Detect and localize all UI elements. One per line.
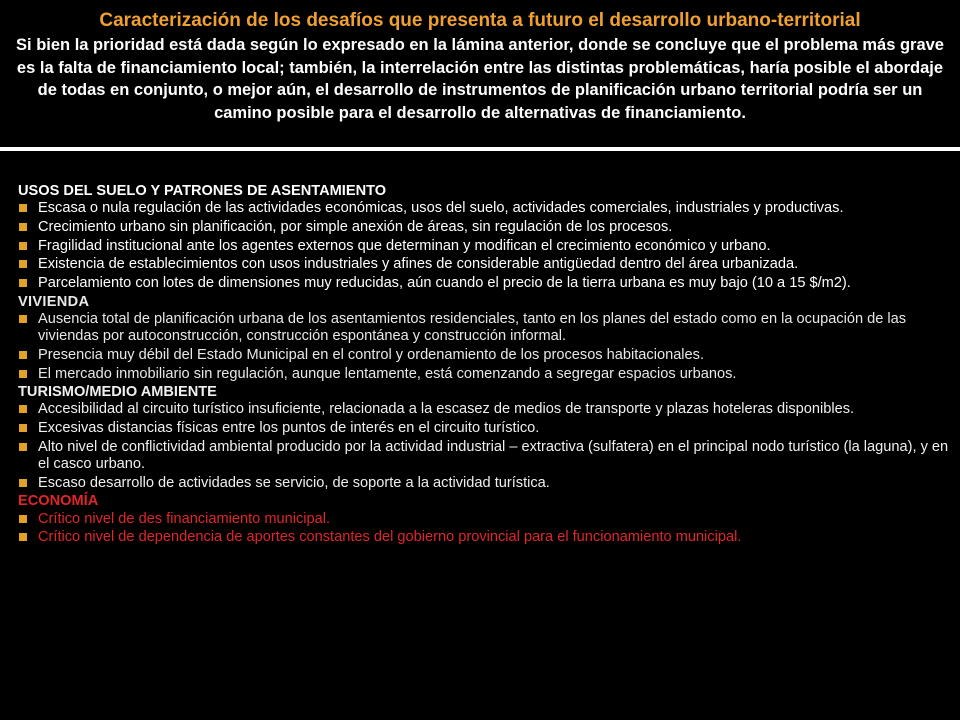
list-item-text: Presencia muy débil del Estado Municipal en el control y ordenamiento de los procesos habitacionales. [38,346,705,363]
list-item-text: Fragilidad institucional ante los agentes externos que determinan y modifican el crecimiento económico y urbano. [38,237,771,254]
section-heading: ECONOMÍA [18,493,99,510]
list-item-text: Ausencia total de planificación urbana de los asentamientos residenciales, tanto en los planes del estado como en la ocupación de las viviendas por autoconstrucción, construcción espontánea y construcción informal. [38,310,907,345]
square-bullet-icon [19,405,27,413]
list-item-text: Crítico nivel de des financiamiento municipal. [38,510,331,527]
slide-content [18,183,956,548]
list-item-text: Crecimiento urbano sin planificación, por simple anexión de áreas, sin regulación de los procesos. [38,218,673,235]
square-bullet-icon [19,370,27,378]
list-item [18,420,956,437]
list-item-text: Accesibilidad al circuito turístico insuficiente, relacionada a la escasez de medios de transporte y plazas hoteleras disponibles. [38,401,855,418]
list-item-text: Excesivas distancias físicas entre los puntos de interés en el circuito turístico. [38,420,540,437]
section-economia [18,493,956,546]
list-item-text: Parcelamiento con lotes de dimensiones muy reducidas, aún cuando el precio de la tierra urbana es muy bajo (10 a 15 $/m2). [38,275,851,292]
square-bullet-icon [19,223,27,231]
list-item [18,275,956,292]
section-usos-del-suelo [18,183,956,292]
section-heading: USOS DEL SUELO Y PATRONES DE ASENTAMIENTO [18,183,387,199]
slide-title: Caracterización de los desafíos que presenta a futuro el desarrollo urbano-territorial [99,10,861,31]
list-item-text: Escaso desarrollo de actividades se servicio, de soporte a la actividad turística. [38,474,550,491]
list-item [18,219,956,236]
intro-paragraph: Si bien la prioridad está dada según lo expresado en la lámina anterior, donde se concluye que el problema más grave es la falta de financiamiento local; también, la interrelación entre las distintas problemáticas, haría posible el abordaje de todas en conjunto, o mejor aún, el desarrollo de instrumentos de planificación urbano territorial podría ser un camino posible para el desarrollo de alternativas de financiamiento. [16,36,944,122]
square-bullet-icon [19,424,27,432]
list-item-text: Alto nivel de conflictividad ambiental producido por la actividad industrial – extractiva (sulfatera) en el principal nodo turístico (la laguna), y en el casco urbano. [38,438,949,473]
list-item [18,511,956,528]
bullet-list [18,401,956,492]
section-vivienda [18,294,956,383]
list-item [18,439,956,473]
list-item [18,366,956,383]
square-bullet-icon [19,479,27,487]
square-bullet-icon [19,260,27,268]
list-item [18,347,956,364]
list-item [18,401,956,418]
bullet-list [18,311,956,383]
bullet-list [18,511,956,547]
list-item [18,200,956,217]
bullet-list [18,200,956,292]
square-bullet-icon [19,279,27,287]
list-item [18,475,956,492]
square-bullet-icon [19,443,27,451]
list-item [18,529,956,546]
square-bullet-icon [19,204,27,212]
list-item [18,311,956,345]
section-heading: TURISMO/MEDIO AMBIENTE [18,384,217,401]
square-bullet-icon [19,515,27,523]
square-bullet-icon [19,351,27,359]
section-turismo-medio-ambiente [18,384,956,492]
slide-header [0,10,960,124]
list-item [18,238,956,255]
square-bullet-icon [19,533,27,541]
list-item-text: Crítico nivel de dependencia de aportes constantes del gobierno provincial para el funcionamiento municipal. [38,529,742,546]
list-item-text: Escasa o nula regulación de las actividades económicas, usos del suelo, actividades comerciales, industriales y productivas. [38,200,844,217]
list-item-text: Existencia de establecimientos con usos industriales y afines de considerable antigüedad dentro del área urbanizada. [38,256,799,273]
list-item-text: El mercado inmobiliario sin regulación, aunque lentamente, está comenzando a segregar espacios urbanos. [38,365,737,382]
list-item [18,256,956,273]
square-bullet-icon [19,315,27,323]
header-divider [0,147,960,151]
section-heading: VIVIENDA [18,293,90,310]
square-bullet-icon [19,242,27,250]
